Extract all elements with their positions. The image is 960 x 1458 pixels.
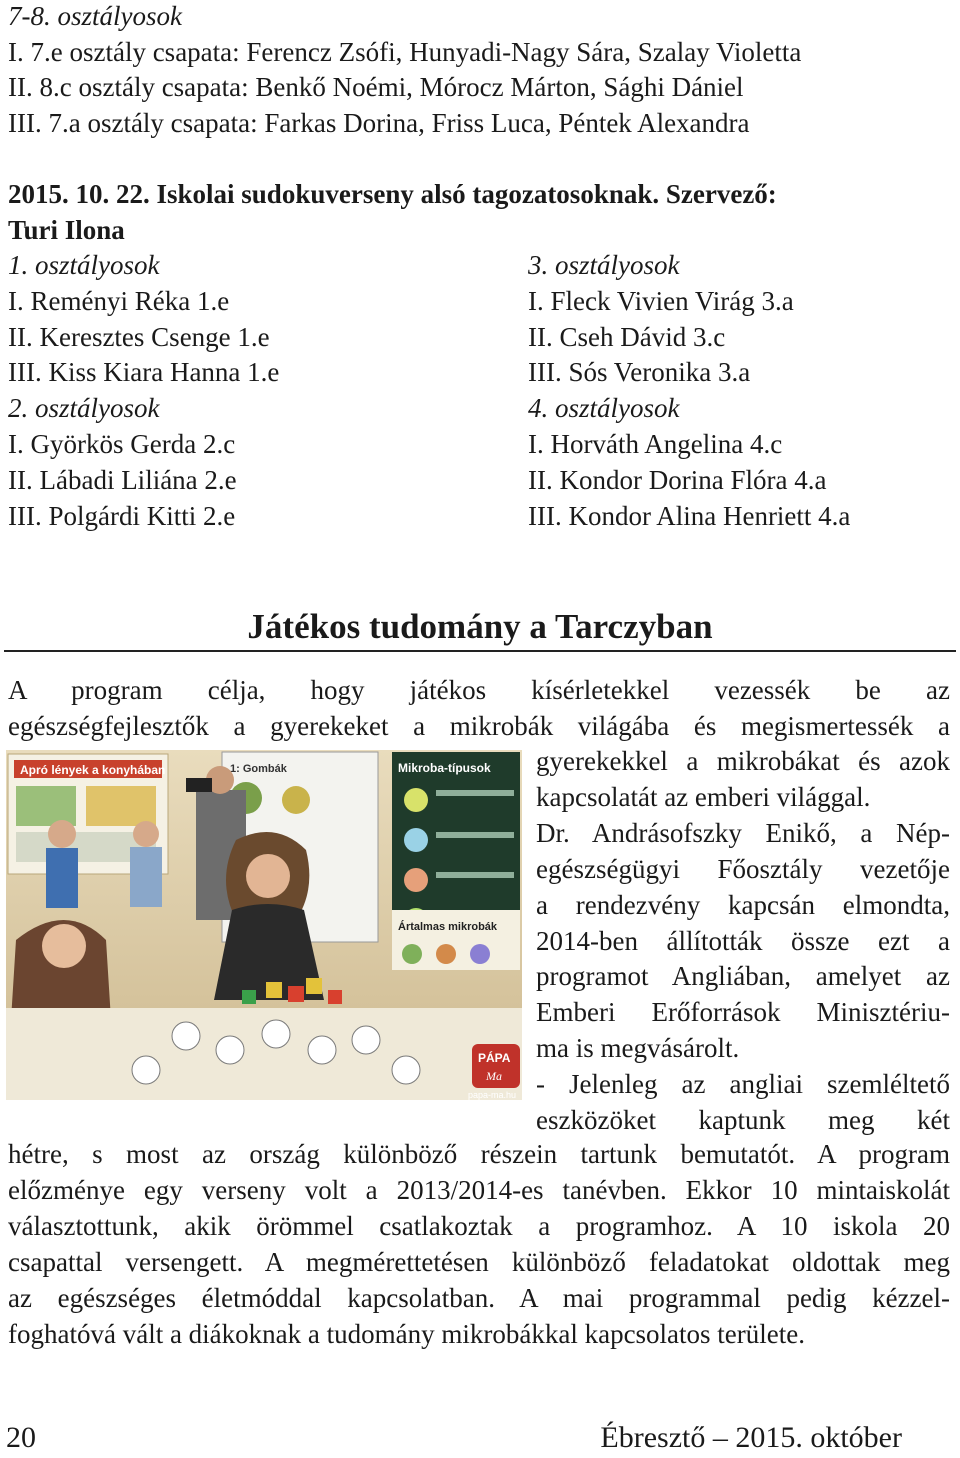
article-line: választottunk, akik örömmel csatlakoztak a programhoz. A 10 iskola 20 bbox=[8, 1211, 950, 1241]
article-line: egészségfejlesztők a gyerekeket a mikrobák világába és megismertessék a bbox=[8, 711, 950, 741]
event-photo bbox=[6, 750, 522, 1100]
article-line: eszközöket kaptunk meg két bbox=[536, 1105, 950, 1135]
grade-heading: 3. osztályosok bbox=[528, 250, 680, 280]
article-line: kapcsolatát az emberi világgal. bbox=[536, 781, 871, 812]
article-line: programot Angliában, amelyet az bbox=[536, 961, 950, 992]
result-line: III. Sós Veronika 3.a bbox=[528, 357, 751, 388]
article-line: A program célja, hogy játékos kísérletekkel vezessék be az bbox=[8, 675, 950, 705]
article-line: - Jelenleg az angliai szemléltető bbox=[536, 1069, 950, 1100]
article-line: egészségügyi Főosztály vezetője bbox=[536, 853, 950, 884]
result-line: I. Horváth Angelina 4.c bbox=[528, 429, 783, 459]
article-line: ma is megvásárolt. bbox=[536, 1033, 740, 1064]
grade-heading: 2. osztályosok bbox=[8, 393, 160, 424]
poster-item-fungi: 1: Gombák bbox=[230, 763, 287, 775]
poster-bottom-title: Ártalmas mikrobák bbox=[398, 921, 498, 933]
article-line: gyerekekkel a mikrobákat és azok bbox=[536, 746, 950, 776]
article-line: az egészséges életmóddal kapcsolatban. A mai programmal pedig kézzel- bbox=[8, 1283, 950, 1313]
page-number: 20 bbox=[6, 1421, 36, 1454]
result-line: II. Lábadi Liliána 2.e bbox=[8, 464, 237, 495]
grade-heading: 4. osztályosok bbox=[528, 393, 680, 424]
watermark-url: papa-ma.hu bbox=[468, 1090, 517, 1100]
article-line: Emberi Erőforrások Minisztériu- bbox=[536, 997, 950, 1028]
grade-heading: 1. osztályosok bbox=[8, 250, 160, 280]
article-line: foghatóvá vált a diákoknak a tudomány mikrobákkal kapcsolatos területe. bbox=[8, 1319, 806, 1349]
article-line: előzménye egy verseny volt a 2013/2014-es tanévben. Ekkor 10 mintaiskolát bbox=[8, 1175, 950, 1205]
poster-right-title: Mikroba-típusok bbox=[398, 761, 491, 775]
result-line: I. 7.e osztály csapata: Ferencz Zsófi, Hunyadi-Nagy Sára, Szalay Violetta bbox=[8, 37, 802, 67]
article-line: a rendezvény kapcsán elmondta, bbox=[536, 889, 950, 920]
section-heading-7-8: 7-8. osztályosok bbox=[8, 1, 182, 31]
article-line: csapattal versengett. A megmérettetésen különböző feladatokat oldottak meg bbox=[8, 1247, 950, 1277]
result-line: III. Kiss Kiara Hanna 1.e bbox=[8, 357, 280, 388]
article-line: 2014-ben állították össze ezt a bbox=[536, 925, 950, 956]
result-line: I. Reményi Réka 1.e bbox=[8, 285, 230, 316]
sudoku-title: 2015. 10. 22. Iskolai sudokuverseny alsó tagozatosoknak. Szervező: bbox=[8, 179, 777, 209]
result-line: II. Cseh Dávid 3.c bbox=[528, 321, 726, 352]
result-line: III. Kondor Alina Henriett 4.a bbox=[528, 500, 851, 531]
result-line: II. Keresztes Csenge 1.e bbox=[8, 321, 270, 352]
watermark-logo-line1: PÁPA bbox=[478, 1051, 511, 1065]
publication-footer: Ébresztő – 2015. október bbox=[600, 1421, 902, 1454]
article-line: Dr. Andrásofszky Enikő, a Nép- bbox=[536, 817, 950, 848]
article-headline: Játékos tudomány a Tarczyban bbox=[247, 607, 713, 646]
result-line: II. 8.c osztály csapata: Benkő Noémi, Mórocz Márton, Sághi Dániel bbox=[8, 72, 744, 102]
headline-divider bbox=[4, 650, 956, 652]
result-line: III. 7.a osztály csapata: Farkas Dorina, Friss Luca, Péntek Alexandra bbox=[8, 108, 750, 138]
result-line: I. Fleck Vivien Virág 3.a bbox=[528, 285, 794, 316]
result-line: I. Györkös Gerda 2.c bbox=[8, 429, 236, 459]
sudoku-title-organizer: Turi Ilona bbox=[8, 215, 125, 245]
article-line: hétre, s most az ország különböző részein tartunk bemutatót. A program bbox=[8, 1139, 950, 1169]
watermark-logo-line2: Ma bbox=[486, 1069, 502, 1083]
result-line: II. Kondor Dorina Flóra 4.a bbox=[528, 464, 827, 495]
result-line: III. Polgárdi Kitti 2.e bbox=[8, 500, 236, 531]
poster-left-title: Apró lények a konyhában bbox=[20, 763, 166, 777]
